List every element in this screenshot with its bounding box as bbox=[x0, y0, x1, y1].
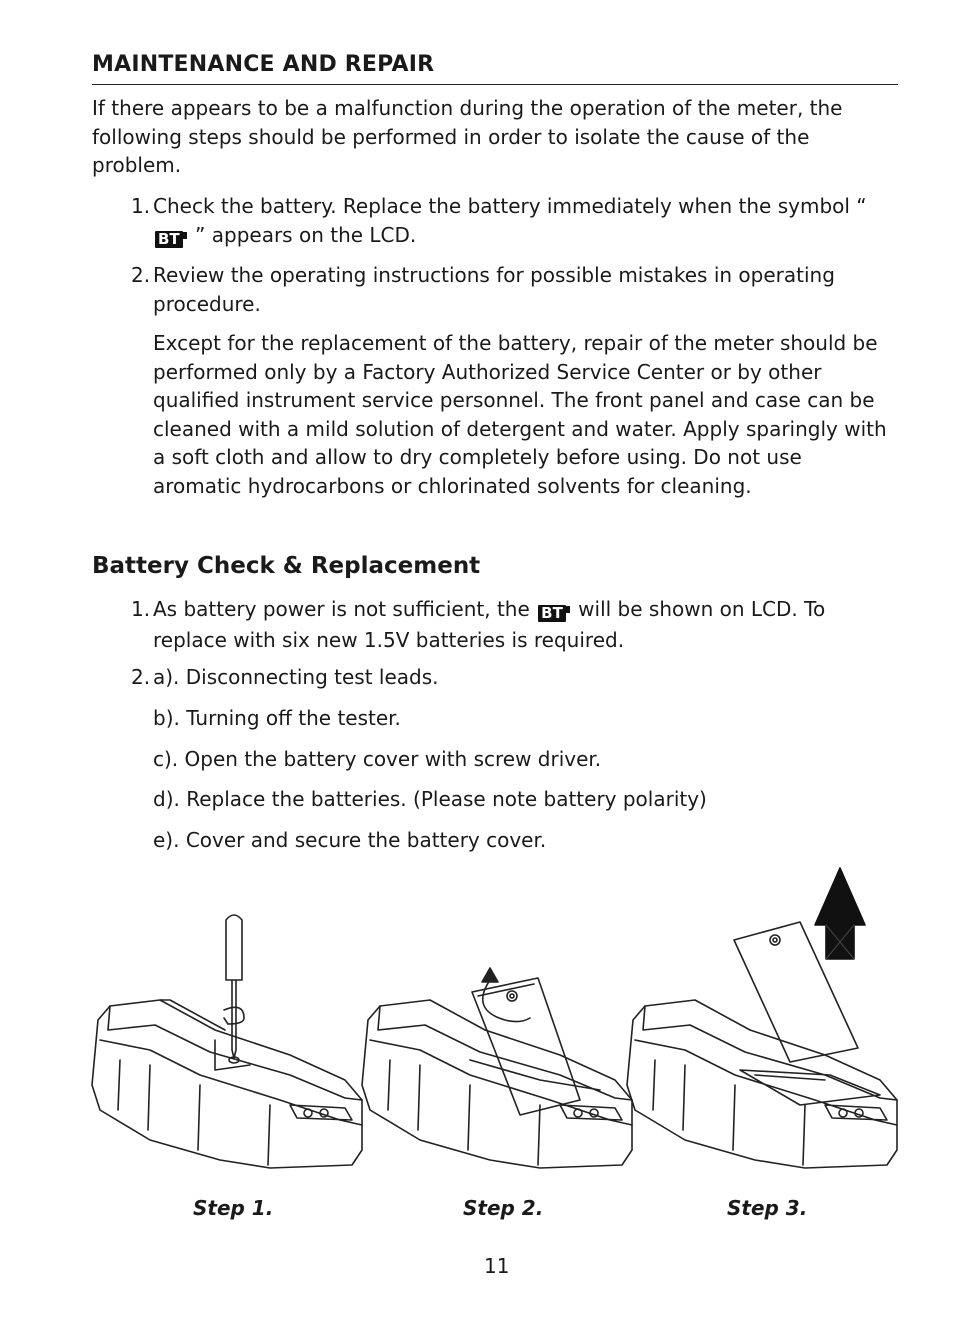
caption-step-1: Step 1. bbox=[193, 1196, 274, 1220]
item-text-before: As battery power is not sufficient, the bbox=[153, 597, 530, 621]
step-a: a). Disconnecting test leads. bbox=[153, 665, 439, 689]
item-text-after: will be shown on LCD. To replace with six new 1.5V batteries is required. bbox=[153, 597, 826, 652]
item-text-before: Check the battery. Replace the battery immediately when the symbol “ bbox=[153, 194, 867, 218]
step-b: b). Turning off the tester. bbox=[153, 706, 401, 730]
section-title-maintenance: MAINTENANCE AND REPAIR bbox=[92, 52, 435, 77]
caption-step-2: Step 2. bbox=[463, 1196, 544, 1220]
item-text-after: ” appears on the LCD. bbox=[195, 222, 417, 247]
step-d: d). Replace the batteries. (Please note battery polarity) bbox=[153, 787, 707, 811]
step-e: e). Cover and secure the battery cover. bbox=[153, 828, 547, 852]
section-title-battery: Battery Check & Replacement bbox=[92, 553, 481, 579]
meter-step3-figure bbox=[627, 868, 897, 1168]
meter-step2-figure bbox=[362, 968, 632, 1168]
item-number: 2. bbox=[131, 665, 151, 689]
battery-low-icon: BT bbox=[155, 223, 187, 252]
service-paragraph: Except for the replacement of the battery, repair of the meter should be performed only by a Factory Authorized Service Center or by other qualified instrument service personnel. The front panel and case can be cleaned with a mild solution of detergent and water. Apply sparingly with a soft cloth and allow to dry completely before using. Do not use aromatic hydrocarbons or chlorinated solvents for cleaning. bbox=[153, 331, 887, 498]
intro-paragraph: If there appears to be a malfunction during the operation of the meter, the following steps should be performed in order to isolate the cause of the problem. bbox=[92, 96, 843, 177]
battery-low-icon: BT bbox=[538, 597, 570, 626]
caption-step-3: Step 3. bbox=[727, 1196, 808, 1220]
item-number: 2. bbox=[131, 263, 151, 287]
page-number: 11 bbox=[484, 1254, 510, 1278]
step-c: c). Open the battery cover with screw driver. bbox=[153, 747, 602, 771]
item-number: 1. bbox=[131, 194, 151, 218]
meter-step1-figure bbox=[92, 1000, 362, 1168]
item-number: 1. bbox=[131, 597, 151, 621]
item-text: Review the operating instructions for possible mistakes in operating procedure. bbox=[153, 263, 835, 316]
